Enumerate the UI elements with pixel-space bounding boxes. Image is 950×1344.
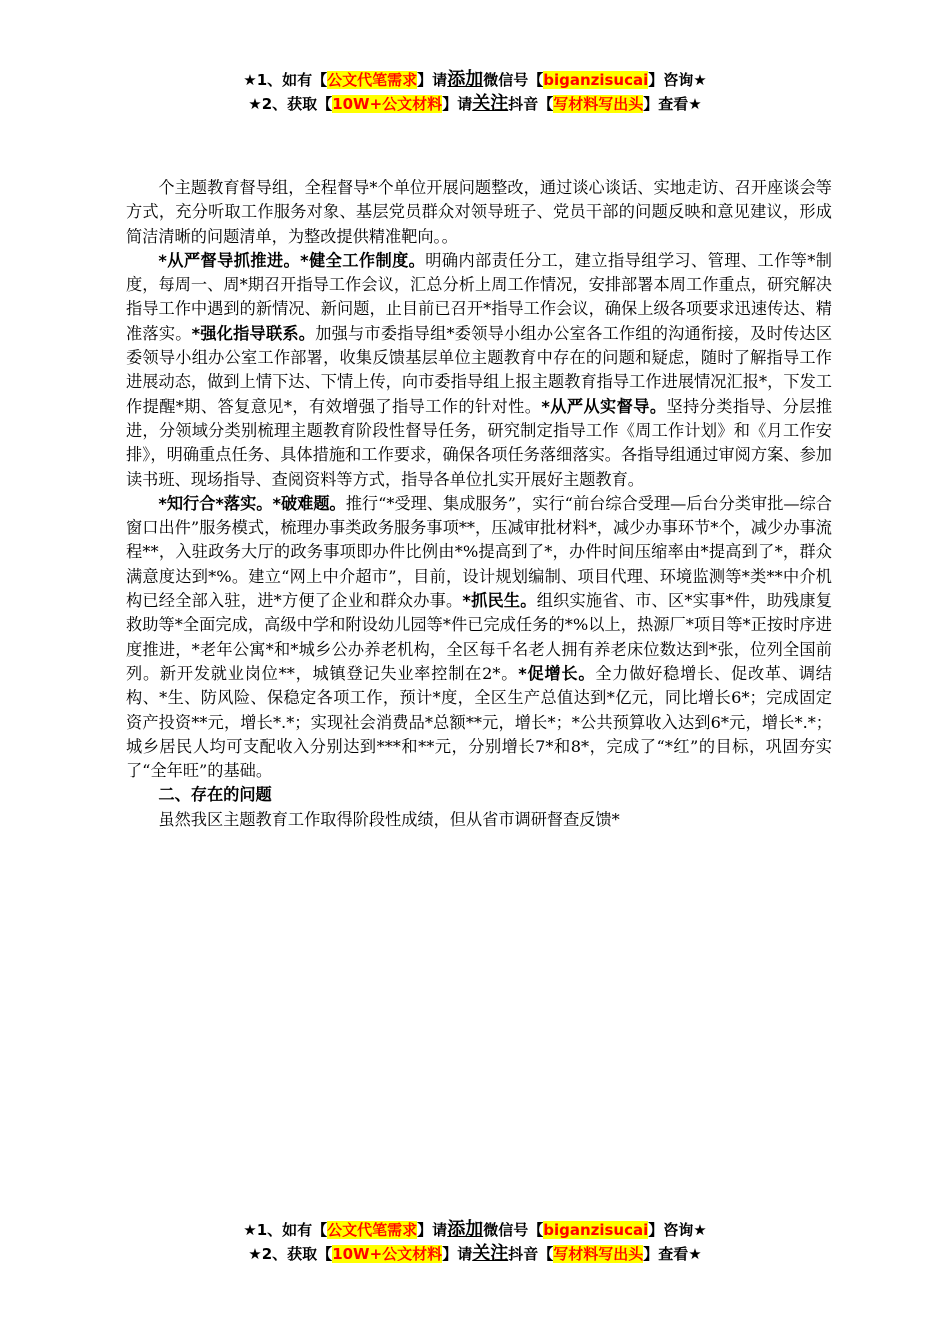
banner-highlight: biganzisucai (543, 1221, 649, 1239)
paragraph-text: 组织实施省、市、区*实事*件，助残康复救助等*全面完成，高级中学和附设幼儿园等*件已完成任务的*%以上，热源厂*项目等*正按时序进度推进，*老年公寓*和*城乡公办养老机构，全区每千名老人拥有养老床位数达到*张，位列全国前列。新开发就业岗位**，城镇登记失业率控制在2*。 (126, 591, 833, 683)
banner-text: 】查看★ (643, 95, 702, 113)
paragraph-text: 推行“*受理、集成服务”，实行“前台综合受理—后台分类审批—综合窗口出件”服务模式，梳理办事类政务服务事项**，压减审批材料*，减少办事环节*个，减少办事流程**，入驻政务大厅的政务事项即办件比例由*%提高到了*，办件时间压缩率由*提高到了*，群众满意度达到*%。建立“网上中介超市”，目前，设计规划编制、项目代理、环境监测等*类**中介机构已经全部入驻，进*方便了企业和群众办事。 (126, 493, 832, 611)
banner-text: 】请 (442, 1245, 473, 1263)
section-heading: 二、存在的问题 (158, 785, 272, 805)
paragraph-text: 明确内部责任分工，建立指导组学习、管理、工作等*制度，每周一、周*期召开指导工作会议，汇总分析上周工作情况，安排部署本周工作重点，研究解决指导工作中遇到的新情况、新问题，止目前已召开*指导工作会议，确保上级各项要求迅速传达、精准落实。 (126, 250, 832, 343)
banner-text: ★2、获取【 (248, 95, 333, 113)
banner-line-1 (0, 1218, 950, 1242)
document-body (126, 176, 832, 832)
banner-text: 】咨询★ (648, 1221, 707, 1239)
paragraph-text: 坚持分类指导、分层推进，分领域分类别梳理主题教育阶段性督导任务，研究制定指导工作《周工作计划》和《月工作安排》，明确重点任务、具体措施和工作要求，确保各项任务落细落实。各指导组通过审阅方案、参加读书班、现场指导、查阅资料等方式，指导各单位扎实开展好主题教育。 (126, 396, 833, 489)
banner-text: 】请 (417, 71, 448, 89)
banner-text: 】请 (442, 95, 473, 113)
banner-highlight: 公文代笔需求 (327, 1221, 418, 1239)
banner-emphasis: 添加 (447, 1219, 484, 1240)
banner-emphasis: 关注 (472, 93, 509, 114)
banner-highlight: 公文代笔需求 (327, 71, 418, 89)
paragraph (126, 249, 832, 492)
banner-highlight: 写材料写出头 (553, 1245, 644, 1263)
bold-lead: *强化指导联系。 (191, 323, 316, 343)
footer-banner (0, 1218, 950, 1266)
bold-lead: *从严督导抓推进。*健全工作制度。 (158, 250, 426, 270)
banner-emphasis: 关注 (472, 1243, 509, 1264)
bold-lead: *促增长。 (518, 663, 596, 683)
banner-line-2 (0, 92, 950, 116)
banner-line-2 (0, 1242, 950, 1266)
paragraph-text: 全力做好稳增长、促改革、调结构、*生、防风险、保稳定各项工作，预计*度，全区生产总值达到*亿元，同比增长6*；完成固定资产投资**元，增长*.*；实现社会消费品*总额**元，增长*；*公共预算收入达到6*元，增长*.*；城乡居民人均可支配收入分别达到***和**元，分别增长7*和8*，完成了“*红”的目标，巩固夯实了“全年旺”的基础。 (126, 663, 832, 781)
banner-text: ★1、如有【 (243, 1221, 328, 1239)
banner-text: ★1、如有【 (243, 71, 328, 89)
banner-line-1 (0, 68, 950, 92)
banner-text: 】咨询★ (648, 71, 707, 89)
banner-text: 微信号【 (483, 1221, 544, 1239)
banner-text: 微信号【 (483, 71, 544, 89)
banner-text: 】请 (417, 1221, 448, 1239)
banner-highlight: biganzisucai (543, 71, 649, 89)
paragraph: 个主题教育督导组，全程督导*个单位开展问题整改，通过谈心谈话、实地走访、召开座谈会等方式，充分听取工作服务对象、基层党员群众对领导班子、党员干部的问题反映和意见建议，形成简洁清晰的问题清单，为整改提供精准靶向。。 (126, 178, 832, 246)
banner-text: 抖音【 (508, 95, 554, 113)
bold-lead: *抓民生。 (462, 591, 537, 611)
banner-highlight: 10W+公文材料 (332, 1245, 443, 1263)
paragraph-text: 加强与市委指导组*委领导小组办公室各工作组的沟通衔接，及时传达区委领导小组办公室工作部署，收集反馈基层单位主题教育中存在的问题和疑虑，随时了解指导工作进展动态，做到上情下达、下情上传，向市委指导组上报主题教育指导工作进展情况汇报*，下发工作提醒*期、答复意见*，有效增强了指导工作的针对性。 (126, 323, 833, 416)
bold-lead: *从严从实督导。 (541, 396, 667, 416)
bold-lead: *知行合*落实。*破难题。 (158, 493, 346, 513)
banner-highlight: 10W+公文材料 (332, 95, 443, 113)
banner-text: 抖音【 (508, 1245, 554, 1263)
banner-text: ★2、获取【 (248, 1245, 333, 1263)
banner-emphasis: 添加 (447, 69, 484, 90)
banner-text: 】查看★ (643, 1245, 702, 1263)
paragraph: 虽然我区主题教育工作取得阶段性成绩，但从省市调研督查反馈* (158, 809, 620, 829)
banner-highlight: 写材料写出头 (553, 95, 644, 113)
paragraph (126, 492, 832, 784)
header-banner (0, 68, 950, 116)
